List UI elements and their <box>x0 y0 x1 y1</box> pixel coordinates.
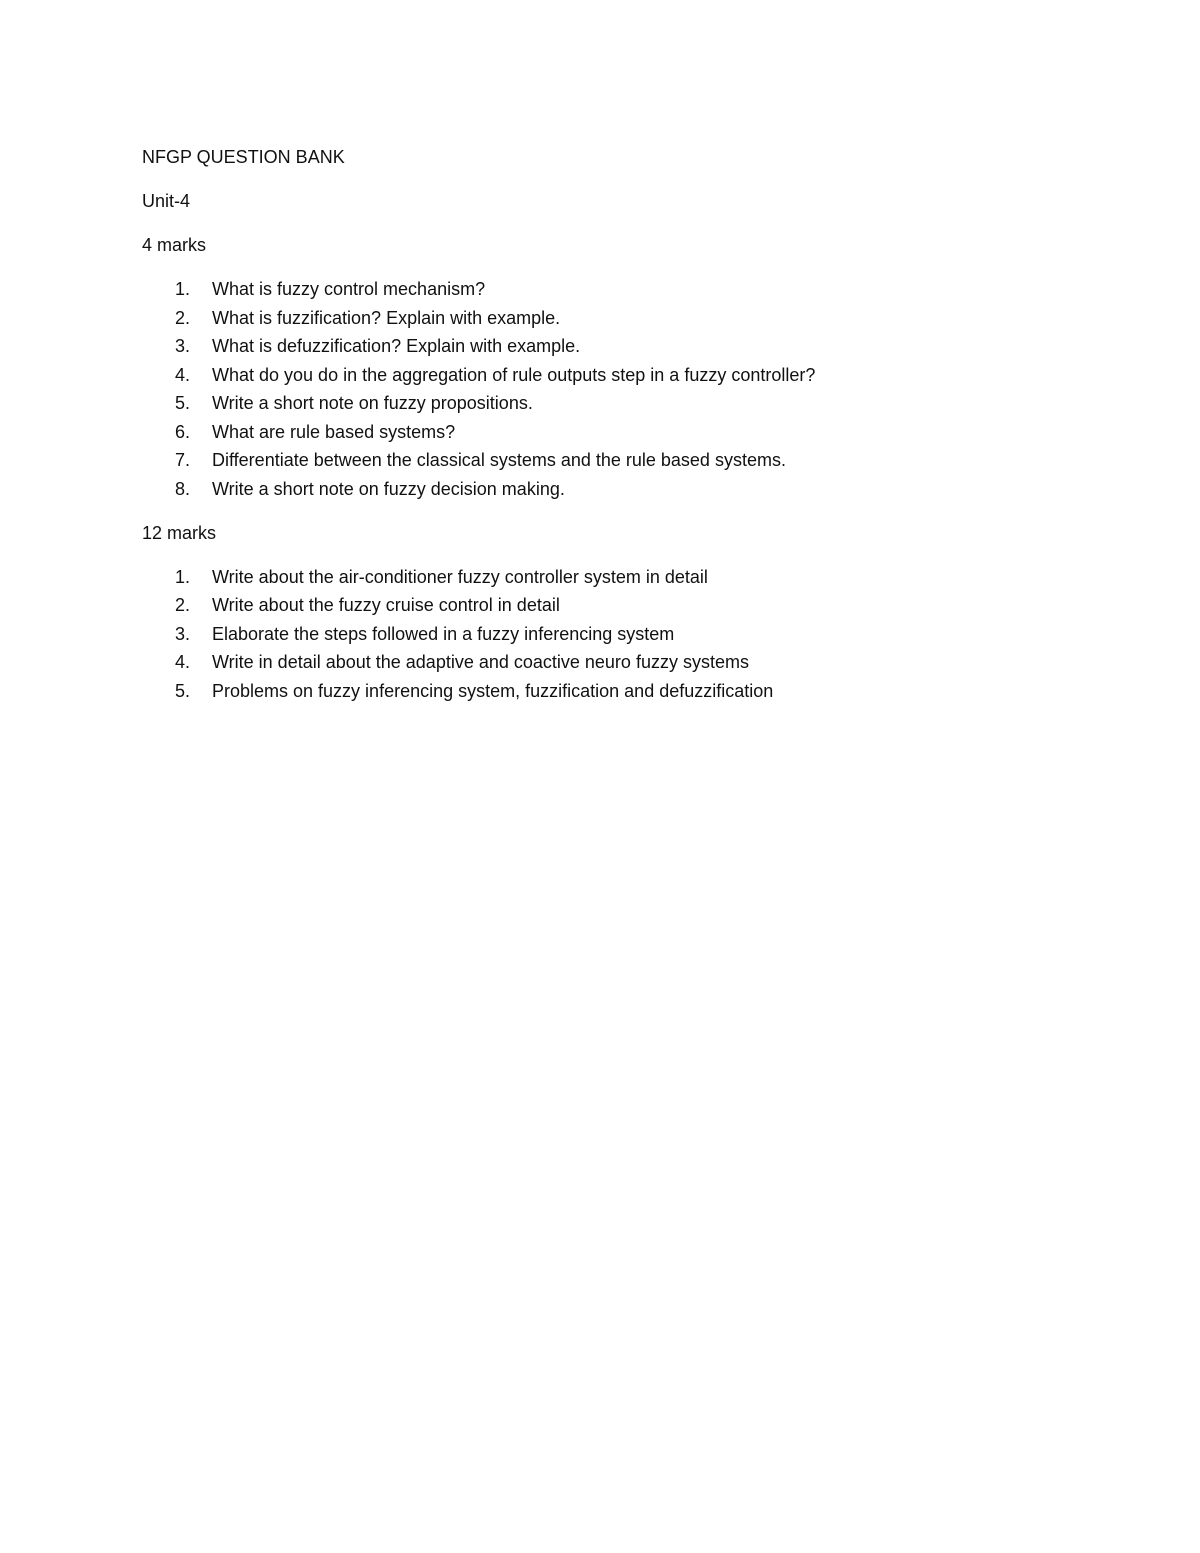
list-item <box>142 389 1102 418</box>
item-number: 1. <box>175 566 191 587</box>
item-number: 3. <box>175 623 191 644</box>
list-item <box>142 620 1102 649</box>
question-list-12-marks <box>142 563 1102 706</box>
question-text: Write about the air-conditioner fuzzy controller system in detail <box>212 566 708 587</box>
item-number: 6. <box>175 421 191 442</box>
item-number: 1. <box>175 279 191 299</box>
list-item <box>142 361 1102 390</box>
list-item <box>142 304 1102 333</box>
document-title: NFGP QUESTION BANK <box>142 147 345 167</box>
question-text: What do you do in the aggregation of rule outputs step in a fuzzy controller? <box>212 364 816 385</box>
list-item <box>142 563 1102 592</box>
item-number: 2. <box>175 307 191 328</box>
list-item <box>142 332 1102 361</box>
question-text: What is defuzzification? Explain with example. <box>212 336 581 356</box>
item-number: 8. <box>175 478 191 499</box>
question-text: Elaborate the steps followed in a fuzzy inferencing system <box>212 623 675 644</box>
question-text: Write about the fuzzy cruise control in detail <box>212 595 560 615</box>
list-item <box>142 446 1102 475</box>
list-item <box>142 648 1102 677</box>
item-number: 5. <box>175 393 191 413</box>
item-number: 5. <box>175 680 191 701</box>
list-item <box>142 275 1102 304</box>
question-text: What is fuzzification? Explain with example. <box>212 307 561 328</box>
item-number: 2. <box>175 595 191 615</box>
list-item <box>142 591 1102 620</box>
list-item <box>142 677 1102 706</box>
section-heading-4-marks: 4 marks <box>142 235 207 255</box>
unit-label: Unit-4 <box>142 191 191 211</box>
question-text: What is fuzzy control mechanism? <box>212 279 486 299</box>
item-number: 4. <box>175 652 191 672</box>
item-number: 7. <box>175 450 191 470</box>
question-text: Write in detail about the adaptive and coactive neuro fuzzy systems <box>212 652 749 672</box>
list-item <box>142 475 1102 504</box>
question-text: Differentiate between the classical systems and the rule based systems. <box>212 450 786 470</box>
question-text: What are rule based systems? <box>212 421 456 442</box>
item-number: 4. <box>175 364 191 385</box>
question-text: Write a short note on fuzzy propositions. <box>212 393 533 413</box>
item-number: 3. <box>175 336 191 356</box>
document-body <box>142 143 1102 721</box>
question-text: Write a short note on fuzzy decision making. <box>212 478 565 499</box>
list-item <box>142 418 1102 447</box>
question-list-4-marks <box>142 275 1102 503</box>
section-heading-12-marks: 12 marks <box>142 522 217 543</box>
question-text: Problems on fuzzy inferencing system, fuzzification and defuzzification <box>212 680 774 701</box>
